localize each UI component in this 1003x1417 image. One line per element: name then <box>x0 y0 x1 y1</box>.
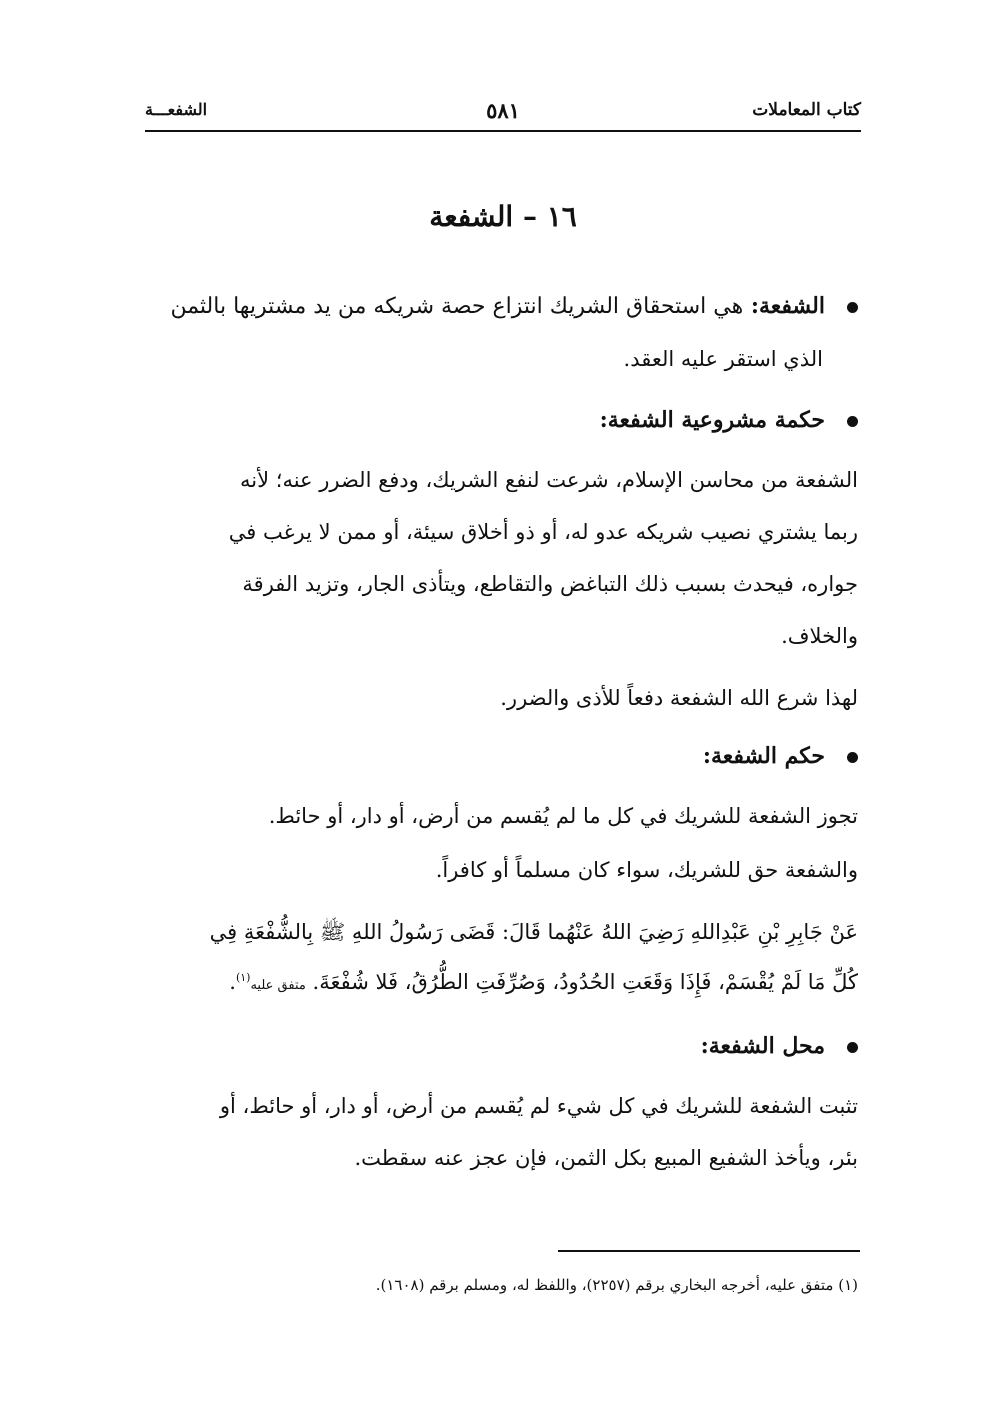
bullet-icon <box>847 416 858 427</box>
hadith-block <box>140 906 858 1012</box>
header-divider <box>145 130 861 132</box>
ruling-block <box>140 730 858 782</box>
wisdom-heading-text: حكمة مشروعية الشفعة: <box>599 407 825 433</box>
footnote-divider <box>558 1250 860 1252</box>
wisdom-line: والخلاف. <box>781 624 858 648</box>
definition-term: الشفعة: <box>750 293 825 319</box>
definition-line <box>148 280 858 333</box>
chapter-title: الشفعـــة <box>145 100 208 119</box>
hadith-source: متفق عليه <box>250 978 306 993</box>
page-number: ٥٨١ <box>486 98 520 123</box>
subject-block <box>140 1020 858 1072</box>
running-header <box>145 100 861 130</box>
subject-line: تثبت الشفعة للشريك في كل شيء لم يُقسم من أرض، أو دار، أو حائط، أو <box>219 1094 858 1118</box>
section-title: ١٦ – الشفعة <box>429 200 577 233</box>
bullet-icon <box>847 1042 858 1053</box>
wisdom-block <box>140 394 858 446</box>
ruling-paragraph <box>140 790 858 896</box>
ruling-line: تجوز الشفعة للشريك في كل ما لم يُقسم من أرض، أو دار، أو حائط. <box>268 804 858 828</box>
ruling-line: والشفعة حق للشريك، سواء كان مسلماً أو كافراً. <box>435 858 858 882</box>
subject-heading-text: محل الشفعة: <box>700 1033 825 1059</box>
hadith-line-2 <box>140 952 858 1012</box>
book-title: كتاب المعاملات <box>752 100 861 120</box>
bullet-icon <box>847 752 858 763</box>
wisdom-line: جواره، فيحدث بسبب ذلك التباغض والتقاطع، ويتأذى الجار، وتزيد الفرقة <box>242 572 858 596</box>
definition-continuation: الذي استقر عليه العقد. <box>623 347 823 371</box>
wisdom-paragraph <box>140 454 858 662</box>
definition-text: هي استحقاق الشريك انتزاع حصة شريكه من يد مشتريها بالثمن <box>170 294 744 319</box>
subject-line: بئر، ويأخذ الشفيع المبيع بكل الثمن، فإن عجز عنه سقطت. <box>354 1146 858 1170</box>
wisdom-line: الشفعة من محاسن الإسلام، شرعت لنفع الشريك، ودفع الضرر عنه؛ لأنه <box>240 468 858 492</box>
subject-paragraph <box>140 1080 858 1184</box>
wisdom-heading <box>140 394 858 446</box>
definition-block <box>148 280 858 385</box>
ruling-heading <box>140 730 858 782</box>
footnote-marker[interactable]: (١) <box>235 971 251 984</box>
hadith-text: كُلِّ مَا لَمْ يُقْسَمْ، فَإِذَا وَقَعَتِ الحُدُودُ، وَصُرِّفَتِ الطُّرُقُ، فَلا شُفْعَةَ. <box>312 970 858 994</box>
subject-heading <box>140 1020 858 1072</box>
wisdom-conclusion: لهذا شرع الله الشفعة دفعاً للأذى والضرر. <box>500 686 858 710</box>
footnote: (١) متفق عليه، أخرجه البخاري برقم (٢٢٥٧)، واللفظ له، ومسلم برقم (١٦٠٨). <box>375 1276 858 1294</box>
hadith-line: عَنْ جَابِرِ بْنِ عَبْدِاللهِ رَضِيَ اللهُ عَنْهُما قَالَ: قَضَى رَسُولُ اللهِ ﷺ بِالشُّفْعَةِ فِي <box>209 920 858 944</box>
bullet-icon <box>847 302 858 313</box>
hadith-end: . <box>229 970 236 994</box>
wisdom-line: ربما يشتري نصيب شريكه عدو له، أو ذو أخلاق سيئة، أو ممن لا يرغب في <box>228 520 858 544</box>
wisdom-conclusion-block <box>140 672 858 724</box>
ruling-heading-text: حكم الشفعة: <box>702 743 825 769</box>
